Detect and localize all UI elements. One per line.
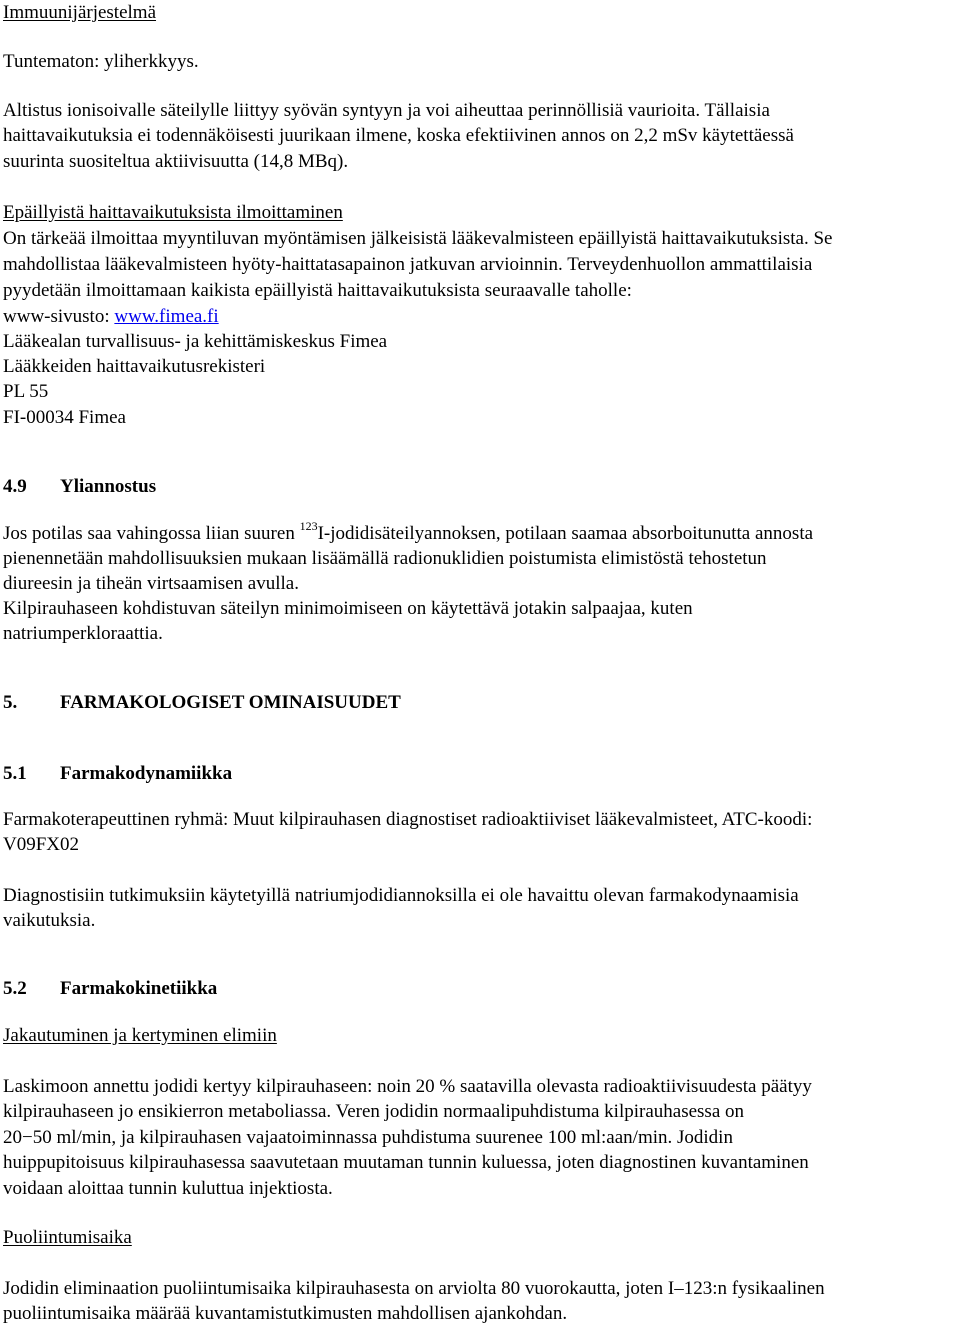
section-title: Farmakokinetiikka xyxy=(60,978,218,999)
s51-para1-line-1: Farmakoterapeuttinen ryhmä: Muut kilpirauhasen diagnostiset radioaktiiviset lääkevalmisteet, ATC-koodi: xyxy=(3,809,813,830)
reporting-website-line xyxy=(3,305,219,329)
address-line-4: FI-00034 Fimea xyxy=(3,407,126,428)
s52-para1-line-2: kilpirauhaseen jo ensikierron metaboliassa. Veren jodidin normaalipuhdistuma kilpirauhasessa on xyxy=(3,1101,744,1122)
immune-para-line-1: Altistus ionisoivalle säteilylle liittyy syövän syntyyn ja voi aiheuttaa perinnöllisiä vaurioita. Tällaisia xyxy=(3,100,770,121)
immune-para-line-2: haittavaikutuksia ei todennäköisesti juurikaan ilmene, koska efektiivinen annos on 2,2 mSv käytettäessä xyxy=(3,125,794,146)
website-prefix: www-sivusto: xyxy=(3,306,115,327)
section-number: 5.1 xyxy=(3,763,27,784)
s49-line-1-end: I-jodidisäteilyannoksen, potilaan saamaa absorboitunutta annosta xyxy=(317,523,814,544)
s52-para2-line-2: puoliintumisaika määrää kuvantamistutkimusten mahdollisen ajankohdan. xyxy=(3,1303,568,1324)
section-5-heading xyxy=(3,691,401,715)
s52-para2-line-1: Jodidin eliminaation puoliintumisaika kilpirauhasesta on arviolta 80 vuorokautta, joten I–123:n fysikaalinen xyxy=(3,1278,825,1299)
immune-unknown-line: Tuntematon: yliherkkyys. xyxy=(3,51,199,72)
s52-para1-line-5: voidaan aloittaa tunnin kuluttua injektiosta. xyxy=(3,1178,333,1199)
s49-line-1 xyxy=(3,519,814,546)
s51-para1-line-2: V09FX02 xyxy=(3,834,80,855)
isotope-superscript: 123 xyxy=(299,519,318,533)
reporting-heading: Epäillyistä haittavaikutuksista ilmoittaminen xyxy=(3,202,343,223)
section-title: Farmakodynamiikka xyxy=(60,763,233,784)
section-number: 5. xyxy=(3,692,18,713)
s51-para2-line-2: vaikutuksia. xyxy=(3,910,96,931)
s52-para1-line-1: Laskimoon annettu jodidi kertyy kilpirauhaseen: noin 20 % saatavilla olevasta radioaktiivisuudesta päätyy xyxy=(3,1076,812,1097)
address-line-3: PL 55 xyxy=(3,381,49,402)
section-title: Yliannostus xyxy=(60,476,157,497)
reporting-line-2: mahdollistaa lääkevalmisteen hyöty-haittatasapainon jatkuvan arvioinnin. Terveydenhuollon ammattilaisia xyxy=(3,254,813,275)
section-number: 4.9 xyxy=(3,476,27,497)
distribution-subheading: Jakautuminen ja kertyminen elimiin xyxy=(3,1025,277,1046)
s49-line-3: diureesin ja tiheän virtsaamisen avulla. xyxy=(3,573,299,594)
s49-line-4: Kilpirauhaseen kohdistuvan säteilyn minimoimiseen on käytettävä jotakin salpaajaa, kuten xyxy=(3,598,693,619)
reporting-line-1: On tärkeää ilmoittaa myyntiluvan myöntämisen jälkeisistä lääkevalmisteen epäillyistä haittavaikutuksista. Se xyxy=(3,228,833,249)
section-title: FARMAKOLOGISET OMINAISUUDET xyxy=(60,692,401,713)
section-5-2-heading xyxy=(3,977,217,1001)
s52-para1-line-4: huippupitoisuus kilpirauhasessa saavutetaan muutaman tunnin kuluessa, joten diagnostinen kuvantaminen xyxy=(3,1152,809,1173)
address-line-2: Lääkkeiden haittavaikutusrekisteri xyxy=(3,356,266,377)
immune-para-line-3: suurinta suositeltua aktiivisuutta (14,8 MBq). xyxy=(3,151,349,172)
immune-heading: Immuunijärjestelmä xyxy=(3,2,157,23)
address-line-1: Lääkealan turvallisuus- ja kehittämiskeskus Fimea xyxy=(3,331,388,352)
s49-line-1-start: Jos potilas saa vahingossa liian suuren xyxy=(3,523,300,544)
section-5-1-heading xyxy=(3,762,232,786)
section-4-9-heading xyxy=(3,475,156,499)
s51-para2-line-1: Diagnostisiin tutkimuksiin käytetyillä natriumjodidiannoksilla ei ole havaittu olevan farmakodynaamisia xyxy=(3,885,799,906)
section-number: 5.2 xyxy=(3,978,27,999)
half-life-subheading: Puoliintumisaika xyxy=(3,1227,132,1248)
s49-line-2: pienennetään mahdollisuuksien mukaan lisäämällä radionuklidien poistumista elimistöstä tehostetun xyxy=(3,548,767,569)
s49-line-5: natriumperkloraattia. xyxy=(3,623,163,644)
fimea-website-link[interactable]: www.fimea.fi xyxy=(114,306,219,327)
s52-para1-line-3: 20−50 ml/min, ja kilpirauhasen vajaatoiminnassa puhdistuma suurenee 100 ml:aan/min. Jodidin xyxy=(3,1127,733,1148)
reporting-line-3: pyydetään ilmoittamaan kaikista epäillyistä haittavaikutuksista seuraavalle taholle: xyxy=(3,280,632,301)
